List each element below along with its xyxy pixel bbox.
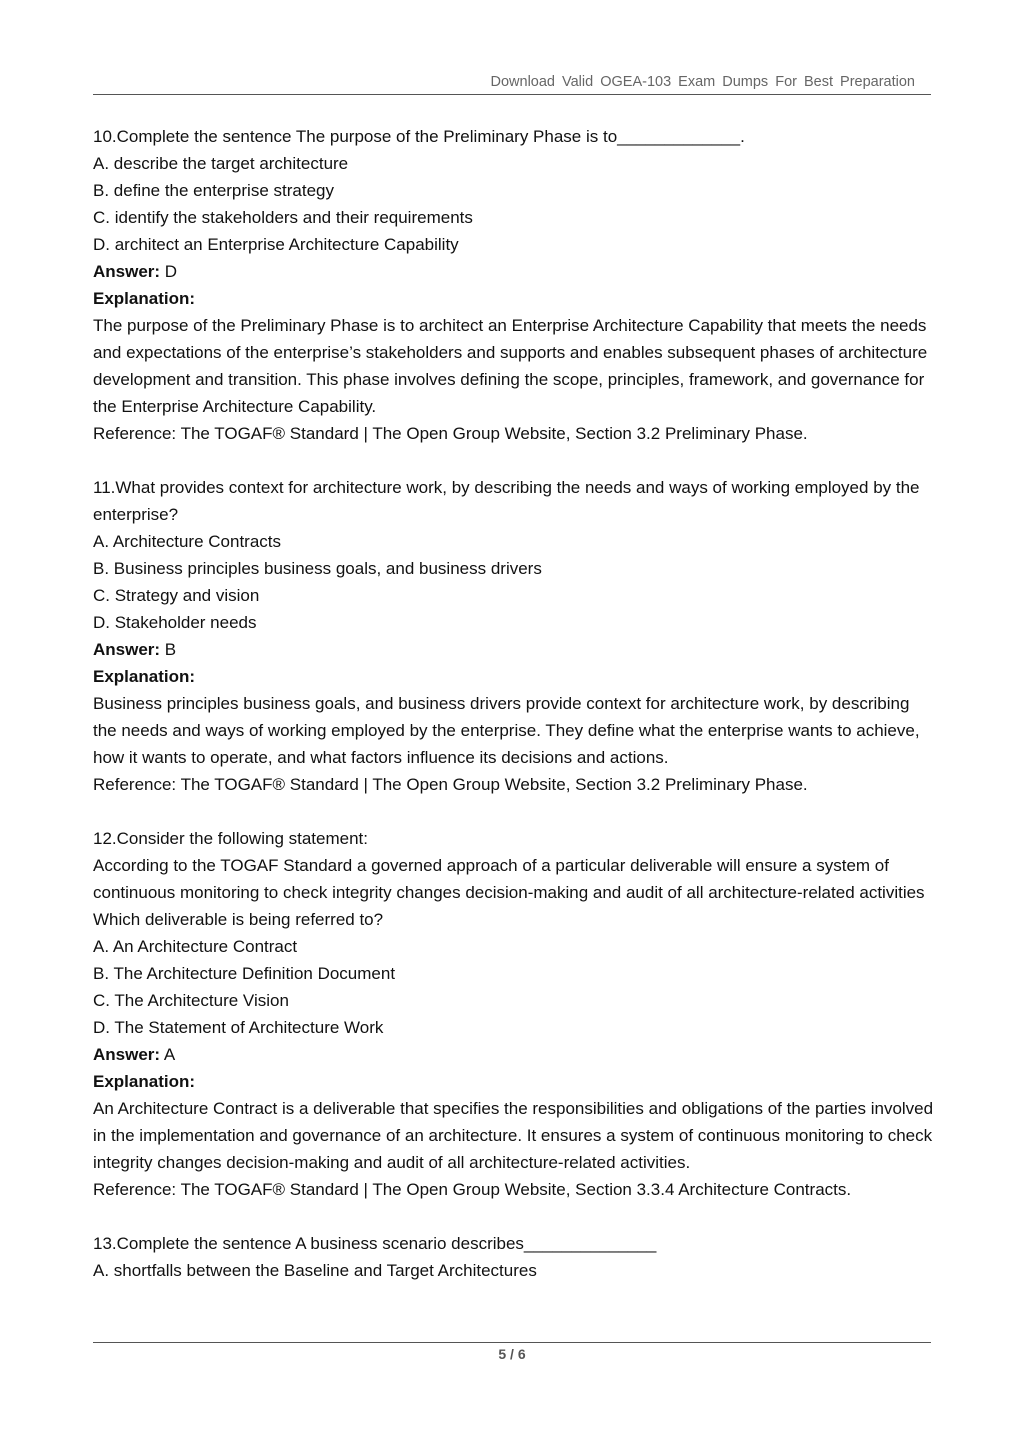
answer-value: A [160, 1045, 176, 1064]
question-stem: 12.Consider the following statement: [93, 829, 368, 848]
option-b: B. The Architecture Definition Document [93, 964, 396, 983]
reference-text: Reference: The TOGAF® Standard | The Open Group Website, Section 3.2 Preliminary Phase. [93, 775, 808, 794]
option-b: B. Business principles business goals, and business drivers [93, 559, 542, 578]
spacer [93, 1203, 938, 1230]
question-10 [93, 123, 938, 447]
page-content [93, 123, 938, 1284]
answer-line [93, 636, 938, 663]
spacer [93, 798, 938, 825]
question-stem: 11.What provides context for architecture work, by describing the needs and ways of working employed by the enterprise? [93, 478, 920, 524]
explanation-label: Explanation: [93, 1072, 196, 1091]
reference-text: Reference: The TOGAF® Standard | The Open Group Website, Section 3.3.4 Architecture Contracts. [93, 1180, 852, 1199]
option-b: B. define the enterprise strategy [93, 181, 334, 200]
answer-line [93, 258, 938, 285]
answer-value: B [160, 640, 177, 659]
answer-line [93, 1041, 938, 1068]
explanation-text: The purpose of the Preliminary Phase is to architect an Enterprise Architecture Capability that meets the needs and expectations of the enterprise’s stakeholders and supports and enables subsequent phases of architecture development and transition. This phase involves defining the scope, principles, framework, and governance for the Enterprise Architecture Capability. [93, 316, 928, 416]
question-prompt: Which deliverable is being referred to? [93, 910, 384, 929]
option-c: C. identify the stakeholders and their requirements [93, 208, 473, 227]
explanation-label: Explanation: [93, 289, 196, 308]
question-statement: According to the TOGAF Standard a governed approach of a particular deliverable will ensure a system of continuous monitoring to check integrity changes decision-making and audit of all architecture-related activities [93, 856, 925, 902]
option-d: D. The Statement of Architecture Work [93, 1018, 384, 1037]
footer-divider [93, 1342, 931, 1343]
question-12 [93, 825, 938, 1203]
question-13 [93, 1230, 938, 1284]
answer-label: Answer: [93, 1045, 161, 1064]
reference-text: Reference: The TOGAF® Standard | The Open Group Website, Section 3.2 Preliminary Phase. [93, 424, 808, 443]
explanation-label: Explanation: [93, 667, 196, 686]
page-number: 5 / 6 [498, 1346, 526, 1362]
option-d: D. Stakeholder needs [93, 613, 257, 632]
option-a: A. Architecture Contracts [93, 532, 282, 551]
option-c: C. Strategy and vision [93, 586, 260, 605]
option-d: D. architect an Enterprise Architecture Capability [93, 235, 459, 254]
answer-value: D [160, 262, 178, 281]
page-header [93, 70, 931, 95]
question-11 [93, 474, 938, 798]
explanation-text: An Architecture Contract is a deliverable that specifies the responsibilities and obligations of the parties involved in the implementation and governance of an architecture. It ensures a system of continuous monitoring to check integrity changes decision-making and audit of all architecture-related activities. [93, 1099, 934, 1172]
option-a: A. shortfalls between the Baseline and Target Architectures [93, 1261, 537, 1280]
answer-label: Answer: [93, 640, 161, 659]
spacer [93, 447, 938, 474]
option-c: C. The Architecture Vision [93, 991, 289, 1010]
explanation-text: Business principles business goals, and business drivers provide context for architecture work, by describing the needs and ways of working employed by the enterprise. They define what the enterprise wants to achieve, how it wants to operate, and what factors influence its decisions and actions. [93, 694, 920, 767]
answer-label: Answer: [93, 262, 161, 281]
header-title: Download Valid OGEA-103 Exam Dumps For Best Preparation [490, 74, 915, 90]
option-a: A. An Architecture Contract [93, 937, 298, 956]
question-stem: 10.Complete the sentence The purpose of the Preliminary Phase is to_____________. [93, 127, 745, 146]
question-stem: 13.Complete the sentence A business scenario describes______________ [93, 1234, 657, 1253]
option-a: A. describe the target architecture [93, 154, 349, 173]
